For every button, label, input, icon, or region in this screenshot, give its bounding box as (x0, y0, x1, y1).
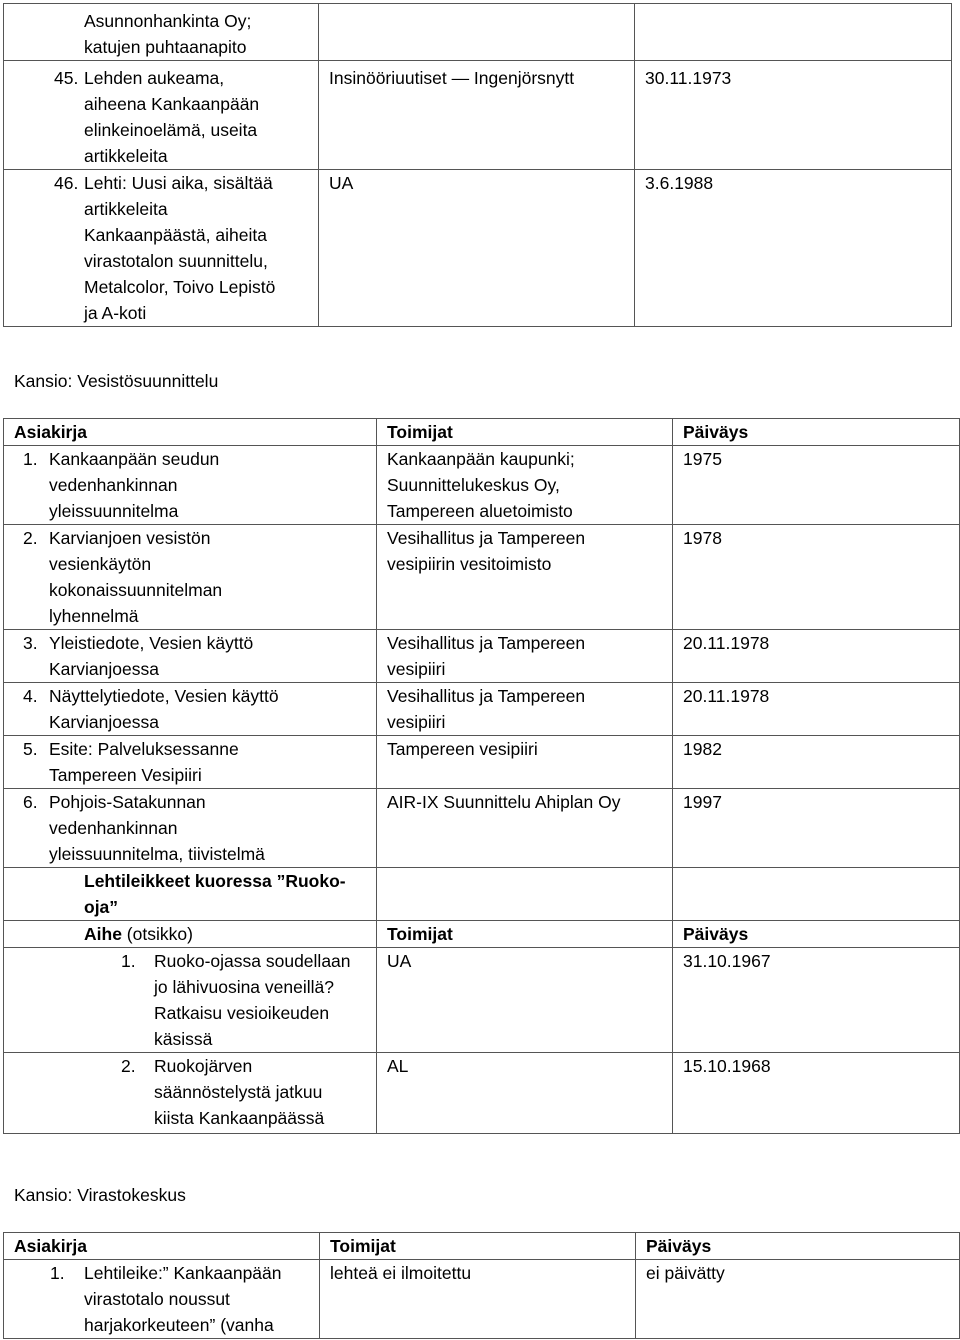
table-row (4, 630, 960, 683)
table-row (4, 61, 952, 170)
actor-cell: lehteä ei ilmoitettu (320, 1260, 636, 1339)
publisher-cell: UA (319, 170, 635, 327)
date-cell: 1978 (673, 525, 960, 630)
date-cell: 1997 (673, 789, 960, 868)
header-row (4, 419, 960, 446)
table-row (4, 525, 960, 630)
doc-cell: 6. Pohjois-Satakunnan vedenhankinnan yleissuunnitelma, tiivistelmä (4, 789, 377, 868)
date-cell: 3.6.1988 (635, 170, 952, 327)
table-row (4, 170, 952, 327)
publisher-cell (319, 4, 635, 61)
publisher-cell: Insinööriuutiset — Ingenjörsnytt (319, 61, 635, 170)
doc-cell: 1. Kankaanpään seudun vedenhankinnan yleissuunnitelma (4, 446, 377, 525)
table-row (4, 789, 960, 868)
doc-cell: 3. Yleistiedote, Vesien käyttö Karvianjoessa (4, 630, 377, 683)
table-row (4, 446, 960, 525)
top-table (3, 3, 952, 327)
clippings-title: Lehtileikkeet kuoressa ”Ruoko- oja” (4, 868, 377, 921)
date-cell: ei päivätty (636, 1260, 960, 1339)
doc-cell: 4. Näyttelytiedote, Vesien käyttö Karvianjoessa (4, 683, 377, 736)
table-row (4, 1053, 960, 1134)
column-header-doc: Asiakirja (4, 1233, 320, 1260)
column-header-date: Päiväys (673, 419, 960, 446)
actor-cell: AIR-IX Suunnittelu Ahiplan Oy (377, 789, 673, 868)
column-header-date: Päiväys (636, 1233, 960, 1260)
date-cell: 20.11.1978 (673, 683, 960, 736)
actor-cell: Vesihallitus ja Tampereen vesipiiri (377, 683, 673, 736)
table-row (4, 736, 960, 789)
clippings-title-row (4, 868, 960, 921)
date-cell: 31.10.1967 (673, 948, 960, 1053)
table-row (4, 948, 960, 1053)
date-cell: 20.11.1978 (673, 630, 960, 683)
actor-cell: AL (377, 1053, 673, 1134)
doc-cell: 45. Lehden aukeama, aiheena Kankaanpään elinkeinoelämä, useita artikkeleita (4, 61, 319, 170)
doc-cell: 1. Lehtileike:” Kankaanpään virastotalo noussut harjakorkeuteen” (vanha (4, 1260, 320, 1339)
table-row (4, 683, 960, 736)
folder-heading: Kansio: Virastokeskus (14, 1185, 186, 1205)
column-header-topic: Aihe (otsikko) (4, 921, 377, 948)
doc-cell: 5. Esite: Palveluksessanne Tampereen Vesipiiri (4, 736, 377, 789)
date-cell (635, 4, 952, 61)
folder-heading: Kansio: Vesistösuunnittelu (14, 371, 219, 391)
column-header-actor: Toimijat (377, 419, 673, 446)
documents-table (3, 418, 960, 1134)
column-header-date: Päiväys (673, 921, 960, 948)
actor-cell: UA (377, 948, 673, 1053)
actor-cell: Kankaanpään kaupunki; Suunnittelukeskus Oy, Tampereen aluetoimisto (377, 446, 673, 525)
header-row (4, 1233, 960, 1260)
column-header-actor: Toimijat (320, 1233, 636, 1260)
doc-cell: 1. Ruoko-ojassa soudellaan jo lähivuosina veneillä? Ratkaisu vesioikeuden käsissä (4, 948, 377, 1053)
header-row (4, 921, 960, 948)
column-header-doc: Asiakirja (4, 419, 377, 446)
date-cell: 1975 (673, 446, 960, 525)
column-header-actor: Toimijat (377, 921, 673, 948)
documents-table (3, 1232, 960, 1339)
table-row (4, 1260, 960, 1339)
date-cell: 1982 (673, 736, 960, 789)
actor-cell: Tampereen vesipiiri (377, 736, 673, 789)
doc-cell: 46. Lehti: Uusi aika, sisältää artikkeleita Kankaanpäästä, aiheita virastotalon suunnittelu, Metalcolor, Toivo Lepistö ja A-koti (4, 170, 319, 327)
actor-cell: Vesihallitus ja Tampereen vesipiiri (377, 630, 673, 683)
doc-cell: Asunnonhankinta Oy; katujen puhtaanapito (4, 4, 319, 61)
date-cell: 15.10.1968 (673, 1053, 960, 1134)
table-row (4, 4, 952, 61)
doc-cell: 2. Karvianjoen vesistön vesienkäytön kokonaissuunnitelman lyhennelmä (4, 525, 377, 630)
doc-cell: 2. Ruokojärven säännöstelystä jatkuu kiista Kankaanpäässä (4, 1053, 377, 1134)
date-cell: 30.11.1973 (635, 61, 952, 170)
actor-cell: Vesihallitus ja Tampereen vesipiirin vesitoimisto (377, 525, 673, 630)
